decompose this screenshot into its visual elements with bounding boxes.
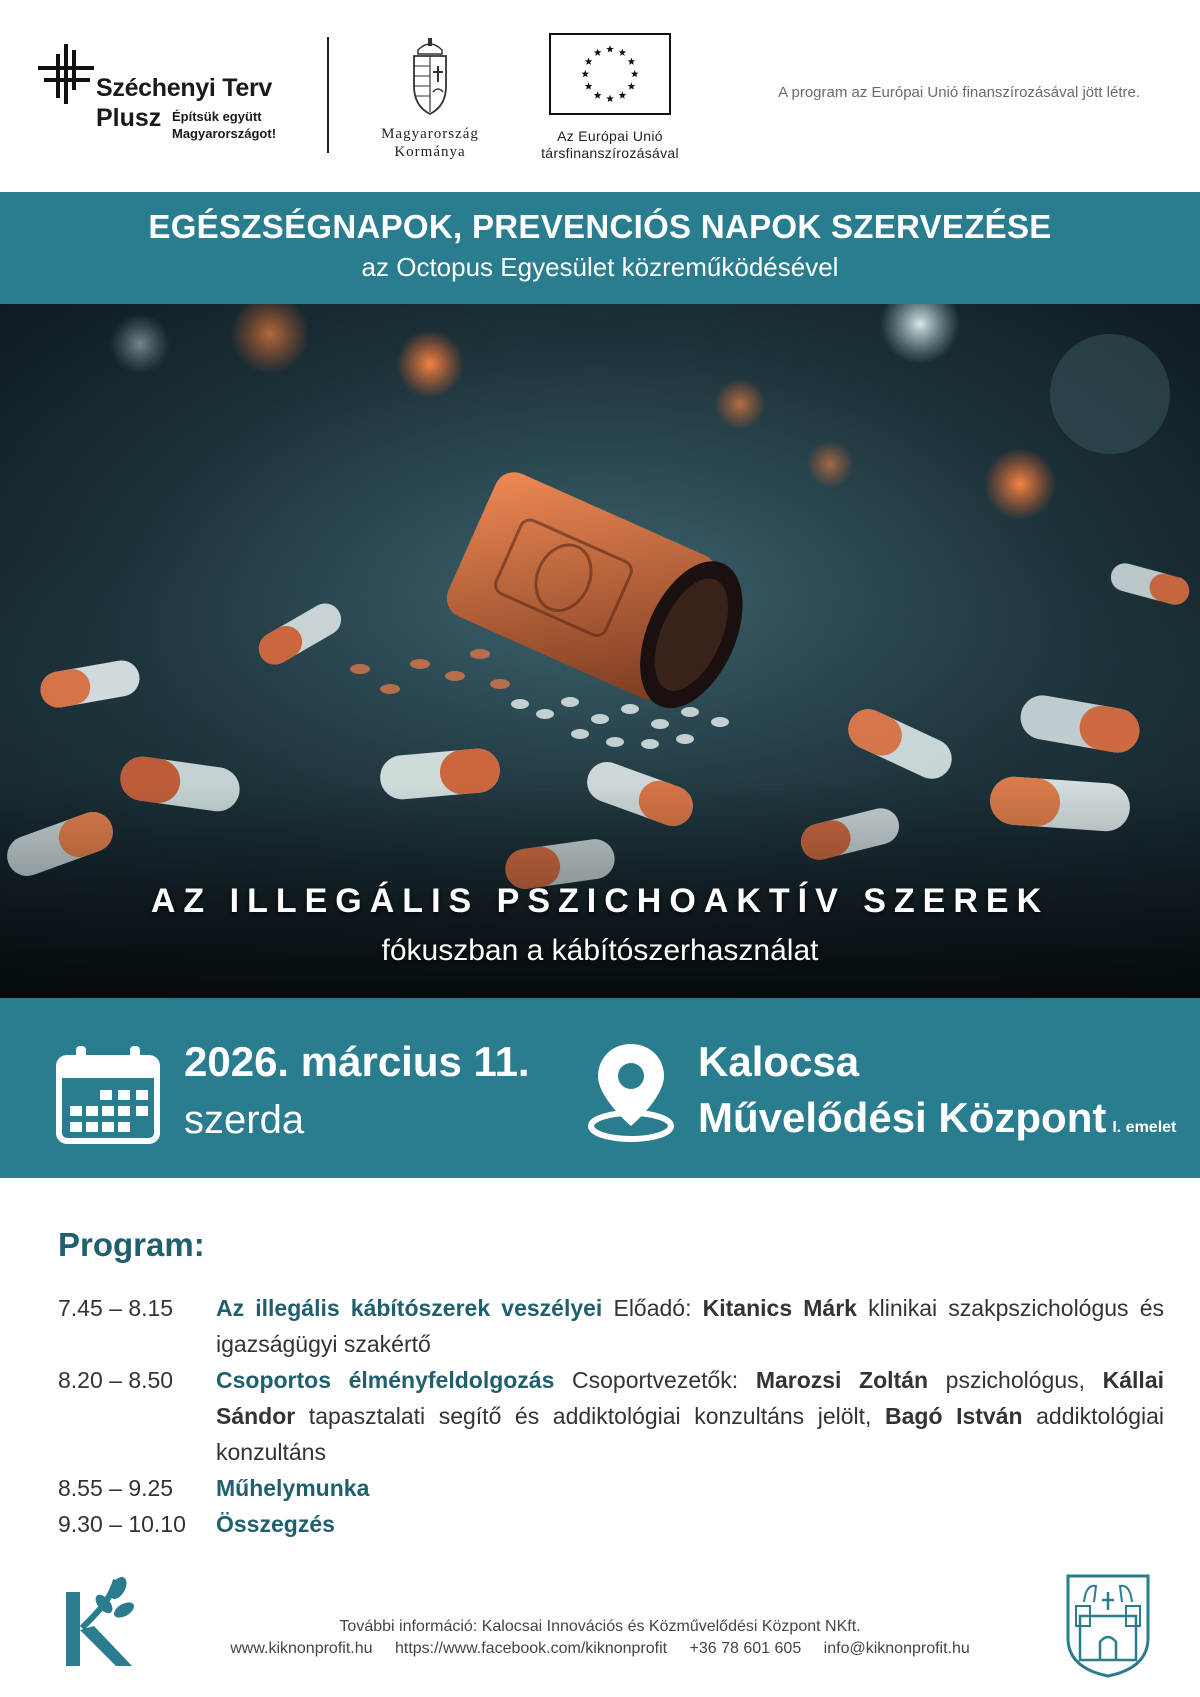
- szechenyi-title: Széchenyi Terv: [96, 74, 272, 102]
- gov-line-2: Kormánya: [394, 144, 466, 160]
- program-row: [58, 1362, 1164, 1470]
- program-person: Marozsi Zoltán: [755, 1367, 929, 1393]
- program-time: 8.20 – 8.50: [58, 1367, 174, 1393]
- footer-website-link[interactable]: www.kiknonprofit.hu: [230, 1640, 373, 1657]
- program-topic: Műhelymunka: [216, 1475, 370, 1501]
- logo-divider: [327, 37, 329, 153]
- program-row: [58, 1506, 1164, 1542]
- location-venue: [698, 1094, 1176, 1142]
- szechenyi-terv-logo: [38, 44, 298, 154]
- footer-contacts: [0, 1638, 1200, 1660]
- footer-facebook-link[interactable]: https://www.facebook.com/kiknonprofit: [394, 1640, 668, 1657]
- program-title: Program:: [58, 1226, 205, 1263]
- program-time: 8.55 – 9.25: [58, 1475, 174, 1501]
- venue-floor: I. emelet: [1112, 1119, 1177, 1136]
- event-weekday: szerda: [184, 1098, 305, 1142]
- eu-line-2: társfinanszírozásával: [541, 145, 679, 161]
- program-topic: Összegzés: [216, 1511, 335, 1537]
- eu-star-icon: [581, 70, 589, 77]
- location-city: Kalocsa: [698, 1038, 860, 1085]
- footer-phone: +36 78 601 605: [689, 1640, 802, 1657]
- program-text: addiktológiai konzultáns: [216, 1403, 1164, 1465]
- program-time: 7.45 – 8.15: [58, 1295, 174, 1321]
- szechenyi-plusz: Plusz: [96, 104, 162, 132]
- program-list: [58, 1290, 1164, 1542]
- program-description: [216, 1506, 1164, 1542]
- program-description: [216, 1290, 1164, 1362]
- program-time: 9.30 – 10.10: [58, 1511, 186, 1537]
- eu-funding-note: A program az Európai Unió finanszírozásával jött létre.: [778, 84, 1140, 101]
- eu-flag-icon: [549, 33, 671, 115]
- program-row: [58, 1470, 1164, 1506]
- eu-star-icon: [619, 91, 627, 98]
- hungarian-government-logo: [355, 36, 505, 161]
- eu-star-icon: [628, 82, 636, 89]
- eu-star-icon: [585, 82, 593, 89]
- program-person: Kállai Sándor: [216, 1367, 1165, 1429]
- event-series-subtitle: az Octopus Egyesület közreműködésével: [361, 252, 839, 282]
- program-text: tapasztalati segítő és addiktológiai konzultáns jelölt,: [295, 1403, 886, 1429]
- kalocsa-coat-of-arms-icon: [1064, 1572, 1152, 1678]
- hero-image: [0, 304, 1200, 998]
- event-date: 2026. március 11.: [184, 1038, 530, 1085]
- eu-star-icon: [628, 58, 636, 65]
- eu-star-icon: [606, 45, 614, 52]
- footer-info: [0, 1616, 1200, 1660]
- szechenyi-cross-icon: [38, 44, 96, 106]
- eu-star-icon: [585, 58, 593, 65]
- program-text: klinikai szakpszichológus és igazságügyi szakértő: [216, 1295, 1164, 1357]
- eu-line-1: Az Európai Unió: [557, 128, 663, 144]
- program-person: Kitanics Márk: [702, 1295, 857, 1321]
- date-location-band: [0, 998, 1200, 1178]
- szechenyi-slogan: Építsük együtt Magyarországot!: [172, 109, 277, 141]
- venue-name: Művelődési Központ: [698, 1094, 1107, 1141]
- eu-star-icon: [619, 49, 627, 56]
- program-topic: Az illegális kábítószerek veszélyei: [216, 1295, 603, 1321]
- eu-logo: [530, 33, 690, 162]
- program-text: pszichológus,: [928, 1367, 1103, 1393]
- program-text: Csoportvezetők:: [554, 1367, 756, 1393]
- program-row: [58, 1290, 1164, 1362]
- logo-header: [0, 0, 1200, 192]
- calendar-icon: [56, 1046, 160, 1144]
- footer-email-link[interactable]: info@kiknonprofit.hu: [823, 1640, 970, 1657]
- eu-star-icon: [606, 95, 614, 102]
- hungarian-coat-of-arms-icon: [408, 36, 452, 116]
- program-person: Bagó István: [885, 1403, 1023, 1429]
- program-topic: Csoportos élményfeldolgozás: [216, 1367, 555, 1393]
- eu-star-icon: [631, 70, 639, 77]
- program-description: [216, 1470, 1164, 1506]
- title-band: [0, 192, 1200, 304]
- hero-title: AZ ILLEGÁLIS PSZICHOAKTÍV SZEREK: [150, 882, 1050, 920]
- location-pin-icon: [588, 1040, 674, 1142]
- program-text: Előadó:: [602, 1295, 703, 1321]
- program-description: [216, 1362, 1164, 1470]
- event-series-title: EGÉSZSÉGNAPOK, PREVENCIÓS NAPOK SZERVEZÉSE: [148, 208, 1052, 245]
- footer-organizer: További információ: Kalocsai Innovációs és Közművelődési Központ NKft.: [339, 1618, 861, 1635]
- eu-star-icon: [594, 91, 602, 98]
- hero-subtitle: fókuszban a kábítószerhasználat: [381, 934, 819, 967]
- eu-star-icon: [594, 49, 602, 56]
- gov-line-1: Magyarország: [381, 126, 479, 142]
